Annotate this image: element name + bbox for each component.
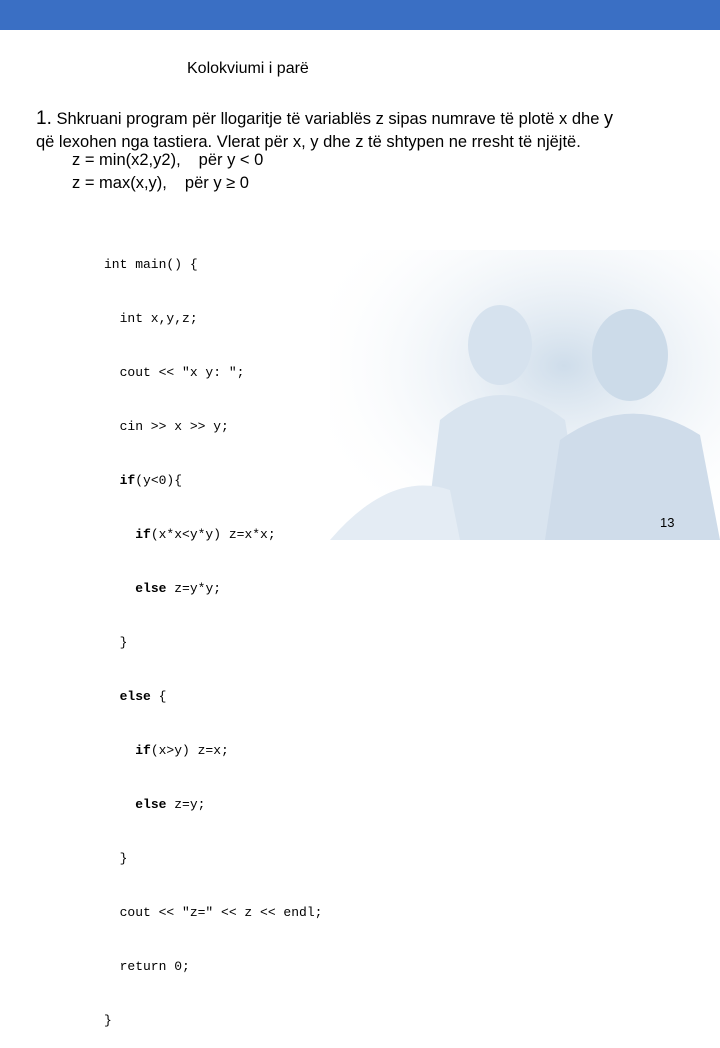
code-line: if(x*x<y*y) z=x*x;: [135, 527, 276, 542]
code-line: cin >> x >> y;: [104, 419, 229, 434]
code-line: int x,y,z;: [104, 311, 198, 326]
formula-min-expr: z = min(x2,y2),: [72, 151, 181, 169]
task-text-b: që lexohen nga tastiera. Vlerat për x, y dhe z të shtypen ne rresht të njëjtë.: [36, 133, 581, 151]
code-line: cout << "x y: ";: [104, 365, 245, 380]
task-number: 1.: [36, 108, 52, 129]
code-line: return 0;: [104, 959, 190, 974]
code-line: else z=y*y;: [135, 581, 222, 596]
slide-title: Kolokviumi i parë: [187, 60, 309, 77]
business-people-background-image: [330, 250, 720, 540]
code-line: int main() {: [104, 257, 198, 272]
header-bar: [0, 0, 720, 30]
code-line: }: [104, 1013, 112, 1028]
formula-max: [72, 174, 249, 193]
task-statement: [36, 107, 696, 154]
page-number: 13: [660, 515, 675, 530]
code-line: }: [104, 635, 128, 650]
code-line: else z=y;: [135, 797, 206, 812]
formula-max-condition: për y ≥ 0: [184, 174, 249, 192]
code-line: if(x>y) z=x;: [135, 743, 229, 758]
task-var-y: y: [603, 108, 613, 128]
code-line: cout << "z=" << z << endl;: [104, 905, 323, 920]
code-block: [104, 220, 322, 1048]
formula-min-condition: për y < 0: [198, 151, 264, 169]
code-line: else {: [119, 689, 167, 704]
code-line: if(y<0){: [119, 473, 183, 488]
code-line: }: [104, 851, 128, 866]
formula-max-expr: z = max(x,y),: [72, 174, 167, 192]
formula-min: [72, 151, 263, 170]
task-text-a: Shkruani program për llogaritje të variablës z sipas numrave të plotë x dhe: [51, 110, 604, 128]
